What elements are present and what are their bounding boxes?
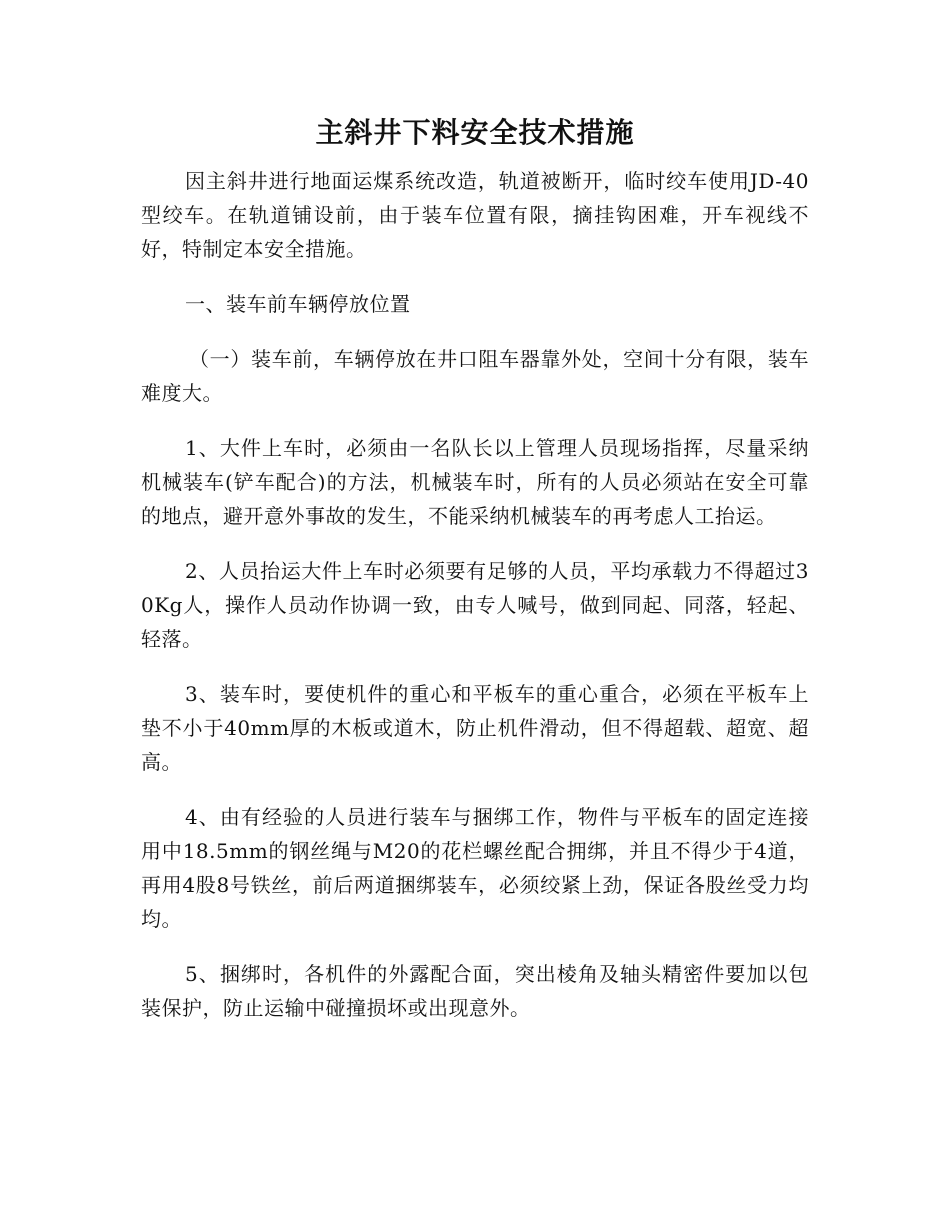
section-heading-1: 一、装车前车辆停放位置 [185,292,411,316]
item-3: 3、装车时，要使机件的重心和平板车的重心重合，必须在平板车上垫不小于40mm厚的木板或道木，防止机件滑动，但不得超载、超宽、超高。 [141,682,809,774]
item-5: 5、捆绑时，各机件的外露配合面，突出棱角及轴头精密件要加以包装保护，防止运输中碰撞损坏或出现意外。 [141,962,809,1020]
document-body [141,110,809,1046]
intro-paragraph: 因主斜井进行地面运煤系统改造，轨道被断开，临时绞车使用JD-40型绞车。在轨道铺设前，由于装车位置有限，摘挂钩困难，开车视线不好，特制定本安全措施。 [141,169,809,261]
subsection-1: （一）装车前，车辆停放在井口阻车器靠外处，空间十分有限，装车难度大。 [141,347,809,405]
item-1: 1、大件上车时，必须由一名队长以上管理人员现场指挥，尽量采纳机械装车(铲车配合)的方法，机械装车时，所有的人员必须站在安全可靠的地点，避开意外事故的发生，不能采纳机械装车的再考虑人工抬运。 [141,436,809,528]
item-2: 2、人员抬运大件上车时必须要有足够的人员，平均承载力不得超过30Kg人，操作人员动作协调一致，由专人喊号，做到同起、同落，轻起、轻落。 [141,559,809,651]
document-title: 主斜井下料安全技术措施 [315,116,635,149]
item-4: 4、由有经验的人员进行装车与捆绑工作，物件与平板车的固定连接用中18.5mm的钢丝绳与M20的花栏螺丝配合拥绑，并且不得少于4道，再用4股8号铁丝，前后两道捆绑装车，必须绞紧上劲，保证各股丝受力均均。 [141,805,809,931]
